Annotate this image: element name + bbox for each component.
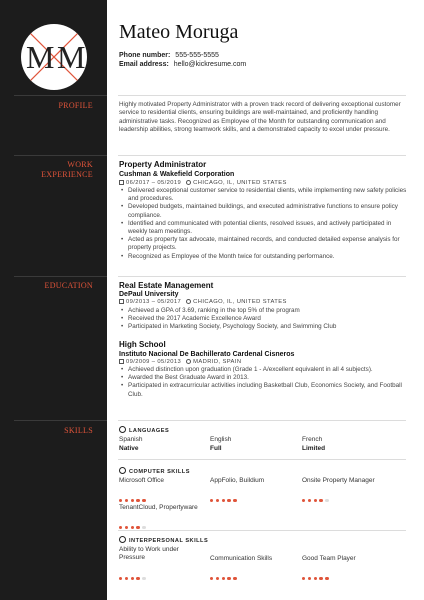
education-location: MADRID, SPAIN xyxy=(193,359,242,365)
rating-dot-filled xyxy=(142,499,145,502)
language-level: Limited xyxy=(302,445,326,452)
section-divider xyxy=(118,95,406,96)
location-icon xyxy=(186,359,191,364)
profile-summary: Highly motivated Property Administrator with a proven track record of delivering exceptional customer service to residential clients, ensuring buildings are well-maintained, and proficiently handling administrative tasks. Recognized as Employee of the Month for outstanding communication and leadership abilities, strong teamwork skills, and a demonstrated capacity to excel under pressure. xyxy=(119,101,401,134)
rating-dot-filled xyxy=(319,577,322,580)
list-item: • Achieved a GPA of 3.69, ranking in the top 5% of the program xyxy=(119,307,409,315)
rating-dot-filled xyxy=(216,577,219,580)
rating-dot-filled xyxy=(125,577,128,580)
skill-name: Good Team Player xyxy=(302,555,356,562)
skill-name: Ability to Work under Pressure xyxy=(119,546,179,561)
rating-dot-filled xyxy=(233,577,236,580)
phone-value: 555-555-5555 xyxy=(175,52,219,59)
calendar-icon xyxy=(119,359,124,364)
monogram-letter-first: M xyxy=(26,39,55,75)
location-icon xyxy=(186,180,191,185)
computer-icon xyxy=(119,467,126,474)
list-item: • Received the 2017 Academic Excellence Award xyxy=(119,315,409,323)
job-title: Property Administrator xyxy=(119,160,207,169)
rating-dot-filled xyxy=(119,577,122,580)
list-item: • Recognized as Employee of the Month twice for outstanding performance. xyxy=(119,253,409,261)
skill-name: TenantCloud, Propertyware xyxy=(119,504,198,511)
rating-dot-filled xyxy=(314,577,317,580)
language-name: Spanish xyxy=(119,436,143,443)
monogram-logo xyxy=(21,24,87,90)
languages-heading-label: LANGUAGES xyxy=(129,428,170,434)
job-bullets xyxy=(119,187,409,261)
list-item: • Acted as property tax advocate, maintained records, and conducted detailed expense analysis for property projects. xyxy=(119,236,409,252)
skill-name: AppFolio, Buildium xyxy=(210,477,265,484)
school-name: Instituto Nacional De Bachillerato Cardenal Cisneros xyxy=(119,351,295,358)
list-item: • Participated in extracurricular activities including Basketball Club, Economics Society, and Football Club. xyxy=(119,382,409,398)
section-label-work-1: WORK xyxy=(67,160,93,169)
rating-dot-empty xyxy=(142,526,145,529)
rating-dot-filled xyxy=(227,577,230,580)
sidebar xyxy=(0,0,107,600)
email-value: hello@kickresume.com xyxy=(173,61,247,68)
language-name: English xyxy=(210,436,232,443)
rating-dot-empty xyxy=(325,499,328,502)
rating-dot-filled xyxy=(302,499,305,502)
sidebar-divider xyxy=(14,276,107,277)
people-icon xyxy=(119,536,126,543)
rating-dot-filled xyxy=(233,499,236,502)
interpersonal-skills-heading-label: INTERPERSONAL SKILLS xyxy=(129,538,209,544)
rating-dot-filled xyxy=(222,577,225,580)
list-item: • Achieved distinction upon graduation (Grade 1 - A/excellent equivalent in all 4 subjects). xyxy=(119,366,409,374)
calendar-icon xyxy=(119,180,124,185)
rating-dot-filled xyxy=(216,499,219,502)
phone-label: Phone number: xyxy=(119,52,171,59)
section-label-work-2: EXPERIENCE xyxy=(41,170,93,179)
location-icon xyxy=(186,299,191,304)
skills-divider xyxy=(118,459,406,460)
education-dates: 09/2009 – 05/2013 xyxy=(126,359,182,365)
rating-dot-filled xyxy=(222,499,225,502)
school-name: DePaul University xyxy=(119,291,179,298)
contact-email xyxy=(119,60,246,69)
monogram-letter-last: M xyxy=(57,39,86,75)
skill-name: Microsoft Office xyxy=(119,477,165,484)
job-location: CHICAGO, IL, UNITED STATES xyxy=(193,180,287,186)
skill-rating xyxy=(302,489,331,493)
contact-phone xyxy=(119,51,219,60)
sidebar-divider xyxy=(14,155,107,156)
job-meta xyxy=(119,179,287,187)
education-dates: 09/2013 – 05/2017 xyxy=(126,299,182,305)
interpersonal-skills-heading xyxy=(119,536,208,545)
list-item: • Awarded the Best Graduate Award in 2013. xyxy=(119,374,409,382)
rating-dot-filled xyxy=(308,577,311,580)
skill-rating xyxy=(119,567,148,571)
skill-rating xyxy=(302,567,331,571)
job-company: Cushman & Wakefield Corporation xyxy=(119,171,235,178)
sidebar-divider xyxy=(14,95,107,96)
rating-dot-filled xyxy=(136,577,139,580)
education-bullets xyxy=(119,366,409,399)
education-meta xyxy=(119,358,241,366)
rating-dot-filled xyxy=(325,577,328,580)
skill-rating xyxy=(119,489,148,493)
skills-divider xyxy=(118,530,406,531)
sidebar-divider xyxy=(14,420,107,421)
education-location: CHICAGO, IL, UNITED STATES xyxy=(193,299,287,305)
degree-title: Real Estate Management xyxy=(119,281,214,290)
skill-rating xyxy=(119,516,148,520)
section-divider xyxy=(118,155,406,156)
rating-dot-filled xyxy=(302,577,305,580)
rating-dot-filled xyxy=(319,499,322,502)
languages-heading xyxy=(119,426,169,435)
section-label-skills: SKILLS xyxy=(64,426,93,435)
education-bullets xyxy=(119,307,409,332)
list-item: • Developed budgets, maintained buildings, and executed administrative functions to ensure policy compliance. xyxy=(119,203,409,219)
section-divider xyxy=(118,420,406,421)
rating-dot-filled xyxy=(210,577,213,580)
skill-name: Onsite Property Manager xyxy=(302,477,375,484)
language-name: French xyxy=(302,436,323,443)
calendar-icon xyxy=(119,299,124,304)
rating-dot-filled xyxy=(210,499,213,502)
candidate-name: Mateo Moruga xyxy=(119,21,239,43)
rating-dot-filled xyxy=(131,526,134,529)
rating-dot-filled xyxy=(131,577,134,580)
list-item: • Participated in Marketing Society, Psychology Society, and Swimming Club xyxy=(119,323,409,331)
computer-skills-heading xyxy=(119,467,190,476)
rating-dot-filled xyxy=(119,499,122,502)
language-level: Native xyxy=(119,445,139,452)
languages-icon xyxy=(119,426,126,433)
skill-name: Communication Skills xyxy=(210,555,273,562)
section-label-education: EDUCATION xyxy=(44,281,93,290)
rating-dot-filled xyxy=(131,499,134,502)
list-item: • Identified and communicated with potential clients, resolved issues, and actively participated in weekly team meetings. xyxy=(119,220,409,236)
email-label: Email address: xyxy=(119,61,169,68)
rating-dot-filled xyxy=(227,499,230,502)
skill-rating xyxy=(210,567,239,571)
rating-dot-filled xyxy=(314,499,317,502)
section-label-profile: PROFILE xyxy=(58,101,93,110)
rating-dot-filled xyxy=(125,499,128,502)
rating-dot-filled xyxy=(308,499,311,502)
education-meta xyxy=(119,298,287,306)
rating-dot-filled xyxy=(119,526,122,529)
rating-dot-filled xyxy=(125,526,128,529)
job-dates: 06/2017 – 05/2019 xyxy=(126,180,182,186)
section-divider xyxy=(118,276,406,277)
rating-dot-filled xyxy=(136,526,139,529)
rating-dot-filled xyxy=(136,499,139,502)
rating-dot-empty xyxy=(142,577,145,580)
degree-title: High School xyxy=(119,340,166,349)
list-item: • Delivered exceptional customer service to residential clients, while implementing new safety policies and procedures. xyxy=(119,187,409,203)
language-level: Full xyxy=(210,445,222,452)
skill-rating xyxy=(210,489,239,493)
computer-skills-heading-label: COMPUTER SKILLS xyxy=(129,469,190,475)
